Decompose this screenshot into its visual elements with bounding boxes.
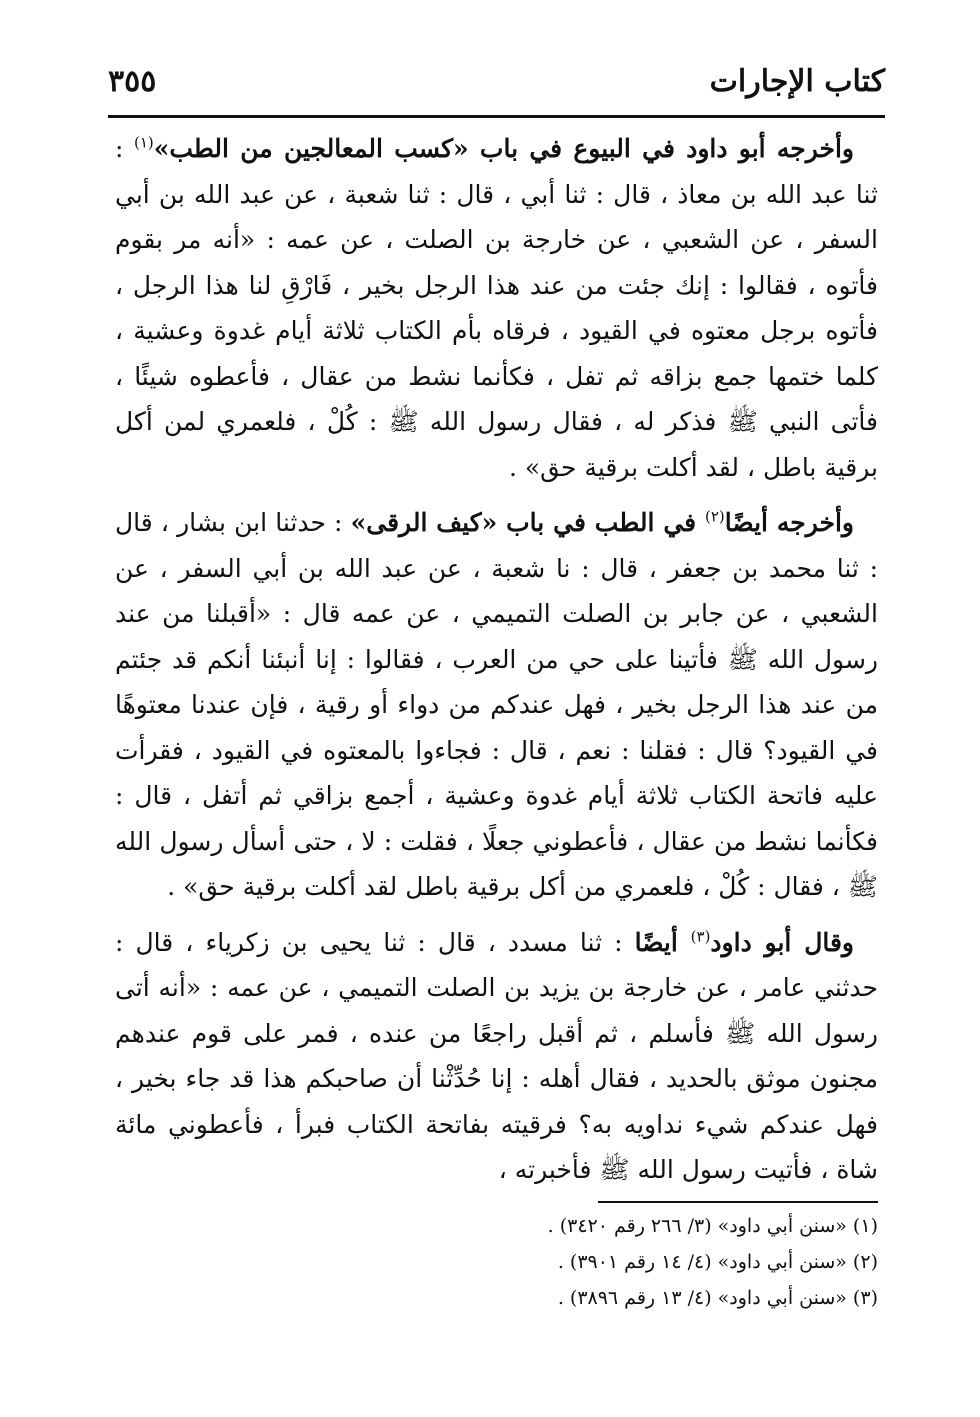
body-text: [115, 126, 878, 1193]
paragraph-2-text: : حدثنا ابن بشار ، قال : ثنا محمد بن جعفر ، قال : نا شعبة ، عن عبد الله بن أبي السفر ، عن الشعبي ، عن جابر بن الصلت التميمي ، عن عمه قال : «أقبلنا من عند رسول الله ﷺ فأتينا على حي من العرب ، فقالوا : إنا أنبئنا أنكم قد جئتم من عند هذا الرجل بخير ، فهل عندكم من دواء أو رقية ، فإن عندنا معتوهًا في القيود؟ قال : فقلنا : نعم ، قال : فجاءوا بالمعتوه في القيود ، فقرأت عليه فاتحة الكتاب ثلاثة أيام غدوة وعشية ، أجمع بزاقي ثم أتفل ، قال : فكأنما نشط من عقال ، فأعطوني جعلًا ، فقلت : لا ، حتى أسأل رسول الله ﷺ ، فقال : كُلْ ، فلعمري من أكل برقية باطل لقد أكلت برقية حق» .: [115, 508, 878, 901]
footnotes: [115, 1208, 878, 1316]
running-title: كتاب الإجارات: [709, 64, 885, 99]
paragraph-1-text: : ثنا عبد الله بن معاذ ، قال : ثنا أبي ، قال : ثنا شعبة ، عن عبد الله بن أبي السفر ، عن الشعبي ، عن خارجة بن الصلت ، عن عمه : «أنه مر بقوم فأتوه ، فقالوا : إنك جئت من عند هذا الرجل بخير ، فَارْقِ لنا هذا الرجل ، فأتوه برجل معتوه في القيود ، فرقاه بأم الكتاب ثلاثة أيام غدوة وعشية ، كلما ختمها جمع بزاقه ثم تفل ، فكأنما نشط من عقال ، فأعطوه شيئًا ، فأتى النبي ﷺ فذكر له ، فقال رسول الله ﷺ : كُلْ ، فلعمري لمن أكل برقية باطل ، لقد أكلت برقية حق» .: [115, 134, 878, 482]
paragraph-2-lead: وأخرجه أيضًا: [724, 508, 854, 537]
paragraph-3-lead-continued: أيضًا: [634, 927, 691, 957]
footnote-rule: [598, 1201, 878, 1203]
paragraph-3-lead: وقال أبو داود: [710, 927, 854, 957]
paragraph-3-text: : ثنا مسدد ، قال : ثنا يحيى بن زكرياء ، قال : حدثني عامر ، عن خارجة بن يزيد بن الصلت التميمي ، عن عمه : «أنه أتى رسول الله ﷺ فأسلم ، ثم أقبل راجعًا من عنده ، فمر على قوم عندهم مجنون موثق بالحديد ، فقال أهله : إنا حُدِّثْنا أن صاحبكم هذا قد جاء بخير ، فهل عندكم شيء نداويه به؟ فرقيته بفاتحة الكتاب فبرأ ، فأعطوني مائة شاة ، فأتيت رسول الله ﷺ فأخبرته ،: [115, 927, 878, 1184]
paragraph-1: [115, 126, 878, 490]
paragraph-2-lead-continued: في الطب في باب «كيف الرقى»: [350, 508, 705, 537]
page-header: [108, 64, 885, 114]
page-number: ٣٥٥: [108, 64, 157, 99]
footnote-3: (٣) «سنن أبي داود» (٤/ ١٣ رقم ٣٨٩٦) .: [557, 1287, 878, 1309]
footnote-mark-1: (١): [133, 133, 154, 152]
footnote-2: (٢) «سنن أبي داود» (٤/ ١٤ رقم ٣٩٠١) .: [557, 1251, 878, 1273]
footnote-mark-2: (٢): [705, 507, 725, 526]
paragraph-2: [115, 500, 878, 910]
paragraph-1-lead: وأخرجه أبو داود في البيوع في باب «كسب المعالجين من الطب»: [153, 134, 855, 163]
header-rule: [108, 115, 885, 118]
footnote-1: (١) «سنن أبي داود» (٣/ ٢٦٦ رقم ٣٤٢٠) .: [547, 1215, 878, 1237]
paragraph-3: [115, 920, 878, 1193]
footnote-mark-3: (٣): [690, 927, 711, 946]
